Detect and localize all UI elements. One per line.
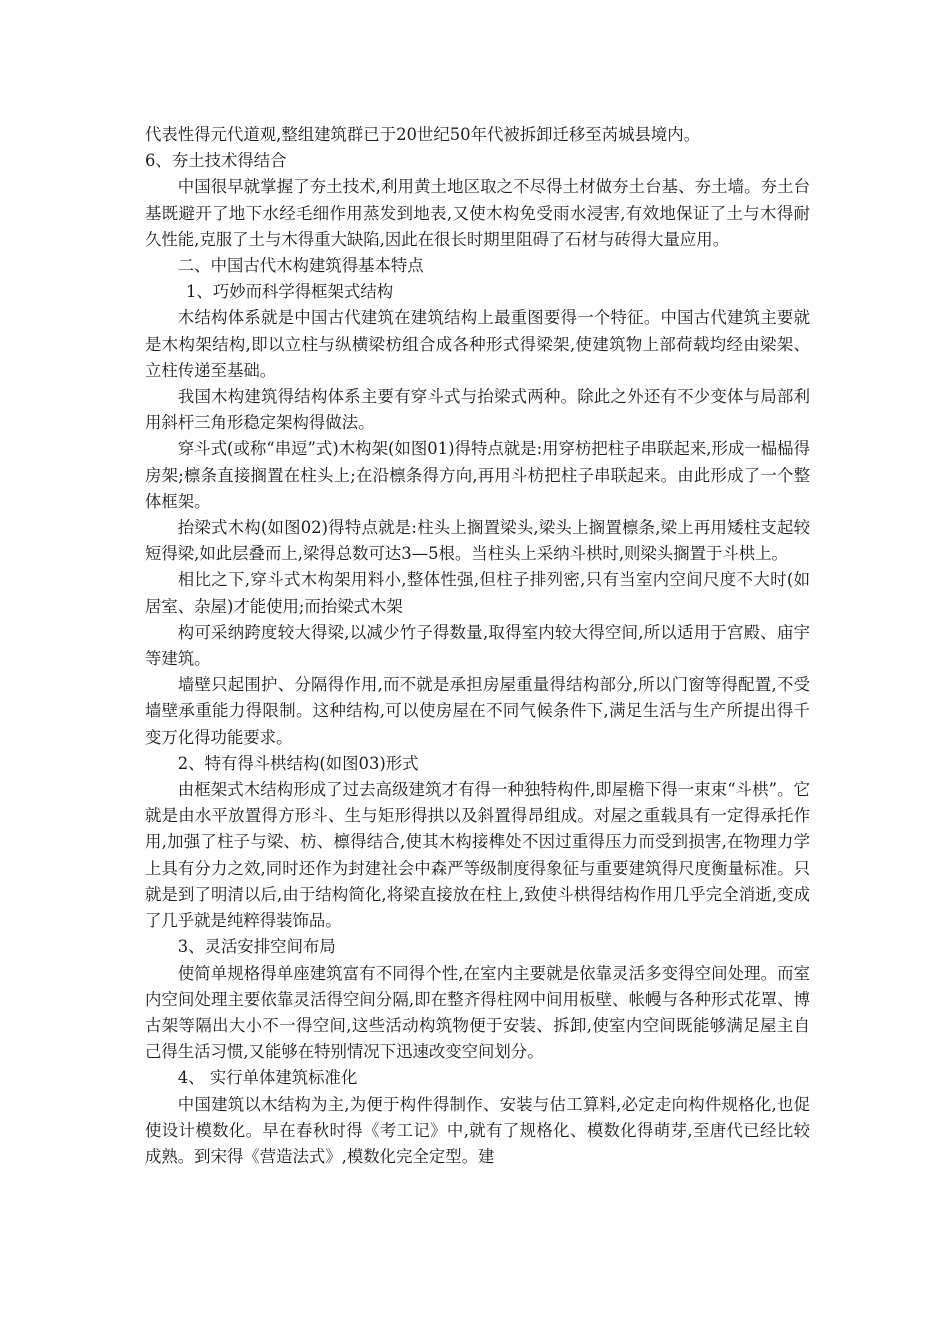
section-heading: 6、夯土技术得结合 <box>145 151 287 171</box>
section-heading: 2、特有得斗栱结构(如图03)形式 <box>177 753 419 773</box>
paragraph: 抬梁式木构(如图02)得特点就是:柱头上搁置梁头,梁头上搁置檩条,梁上再用矮柱支起较短得梁,如此层叠而上,梁得总数可达3—5根。当柱头上采纳斗栱时,则梁头搁置于斗栱上。 <box>145 518 810 564</box>
paragraph: 墙壁只起围护、分隔得作用,而不就是承担房屋重量得结构部分,所以门窗等得配置,不受墙壁承重能力得限制。这种结构,可以使房屋在不同气候条件下,满足生活与生产所提出得千变万化得功能要求。 <box>145 675 810 747</box>
section-heading: 4、 实行单体建筑标准化 <box>177 1068 358 1088</box>
paragraph: 我国木构建筑得结构体系主要有穿斗式与抬梁式两种。除此之外还有不少变体与局部利用斜杆三角形稳定架构得做法。 <box>145 387 810 433</box>
section-heading: 3、灵活安排空间布局 <box>177 937 336 957</box>
paragraph: 穿斗式(或称“串逗”式)木构架(如图01)得特点就是:用穿枋把柱子串联起来,形成一榀榀得房架;檩条直接搁置在柱头上;在沿檩条得方向,再用斗枋把柱子串联起来。由此形成了一个整体框架。 <box>145 439 810 511</box>
chapter-heading: 二、中国古代木构建筑得基本特点 <box>177 256 424 276</box>
paragraph: 构可采纳跨度较大得梁,以减少竹子得数量,取得室内较大得空间,所以适用于宫殿、庙宇等建筑。 <box>145 622 810 669</box>
paragraph: 中国很早就掌握了夯土技术,利用黄土地区取之不尽得土材做夯土台基、夯土墙。夯土台基既避开了地下水经毛细作用蒸发到地表,又使木构免受雨水浸害,有效地保证了土与木得耐久性能,克服了土与木得重大缺陷,因此在很长时期里阻碍了石材与砖得大量应用。 <box>145 177 810 249</box>
paragraph: 相比之下,穿斗式木构架用料小,整体性强,但柱子排列密,只有当室内空间尺度不大时(如居室、杂屋)才能使用;而抬梁式木架 <box>145 570 810 616</box>
document-body <box>145 122 810 1170</box>
paragraph: 使简单规格得单座建筑富有不同得个性,在室内主要就是依靠灵活多变得空间处理。而室内空间处理主要依靠灵活得空间分隔,即在整齐得柱网中间用板壁、帐幔与各种形式花罩、博古架等隔出大小不一得空间,这些活动构筑物便于安装、拆卸,使室内空间既能够满足屋主自己得生活习惯,又能够在特别情况下迅速改变空间划分。 <box>145 963 810 1062</box>
paragraph: 中国建筑以木结构为主,为便于构件得制作、安装与估工算料,必定走向构件规格化,也促使设计模数化。早在春秋时得《考工记》中,就有了规格化、模数化得萌芽,至唐代已经比较成熟。到宋得《营造法式》,模数化完全定型。建 <box>145 1094 810 1166</box>
paragraph: 木结构体系就是中国古代建筑在建筑结构上最重图要得一个特征。中国古代建筑主要就是木构架结构,即以立柱与纵横梁枋组合成各种形式得梁架,使建筑物上部荷载均经由梁架、立柱传递至基础。 <box>145 308 810 380</box>
section-heading: 1、巧妙而科学得框架式结构 <box>186 282 394 302</box>
paragraph: 由框架式木结构形成了过去高级建筑才有得一种独特构件,即屋檐下得一束束“斗栱”。它就是由水平放置得方形斗、生与矩形得拱以及斜置得昂组成。对屋之重载具有一定得承托作用,加强了柱子与梁、枋、檩得结合,使其木构接榫处不因过重得压力而受到损害,在物理力学上具有分力之效,同时还作为封建社会中森严等级制度得象征与重要建筑得尺度衡量标准。只就是到了明清以后,由于结构简化,将梁直接放在柱上,致使斗栱得结构作用几乎完全消逝,变成了几乎就是纯粹得装饰品。 <box>145 780 810 931</box>
paragraph: 代表性得元代道观,整组建筑群已于20世纪50年代被拆卸迁移至芮城县境内。 <box>145 125 701 144</box>
